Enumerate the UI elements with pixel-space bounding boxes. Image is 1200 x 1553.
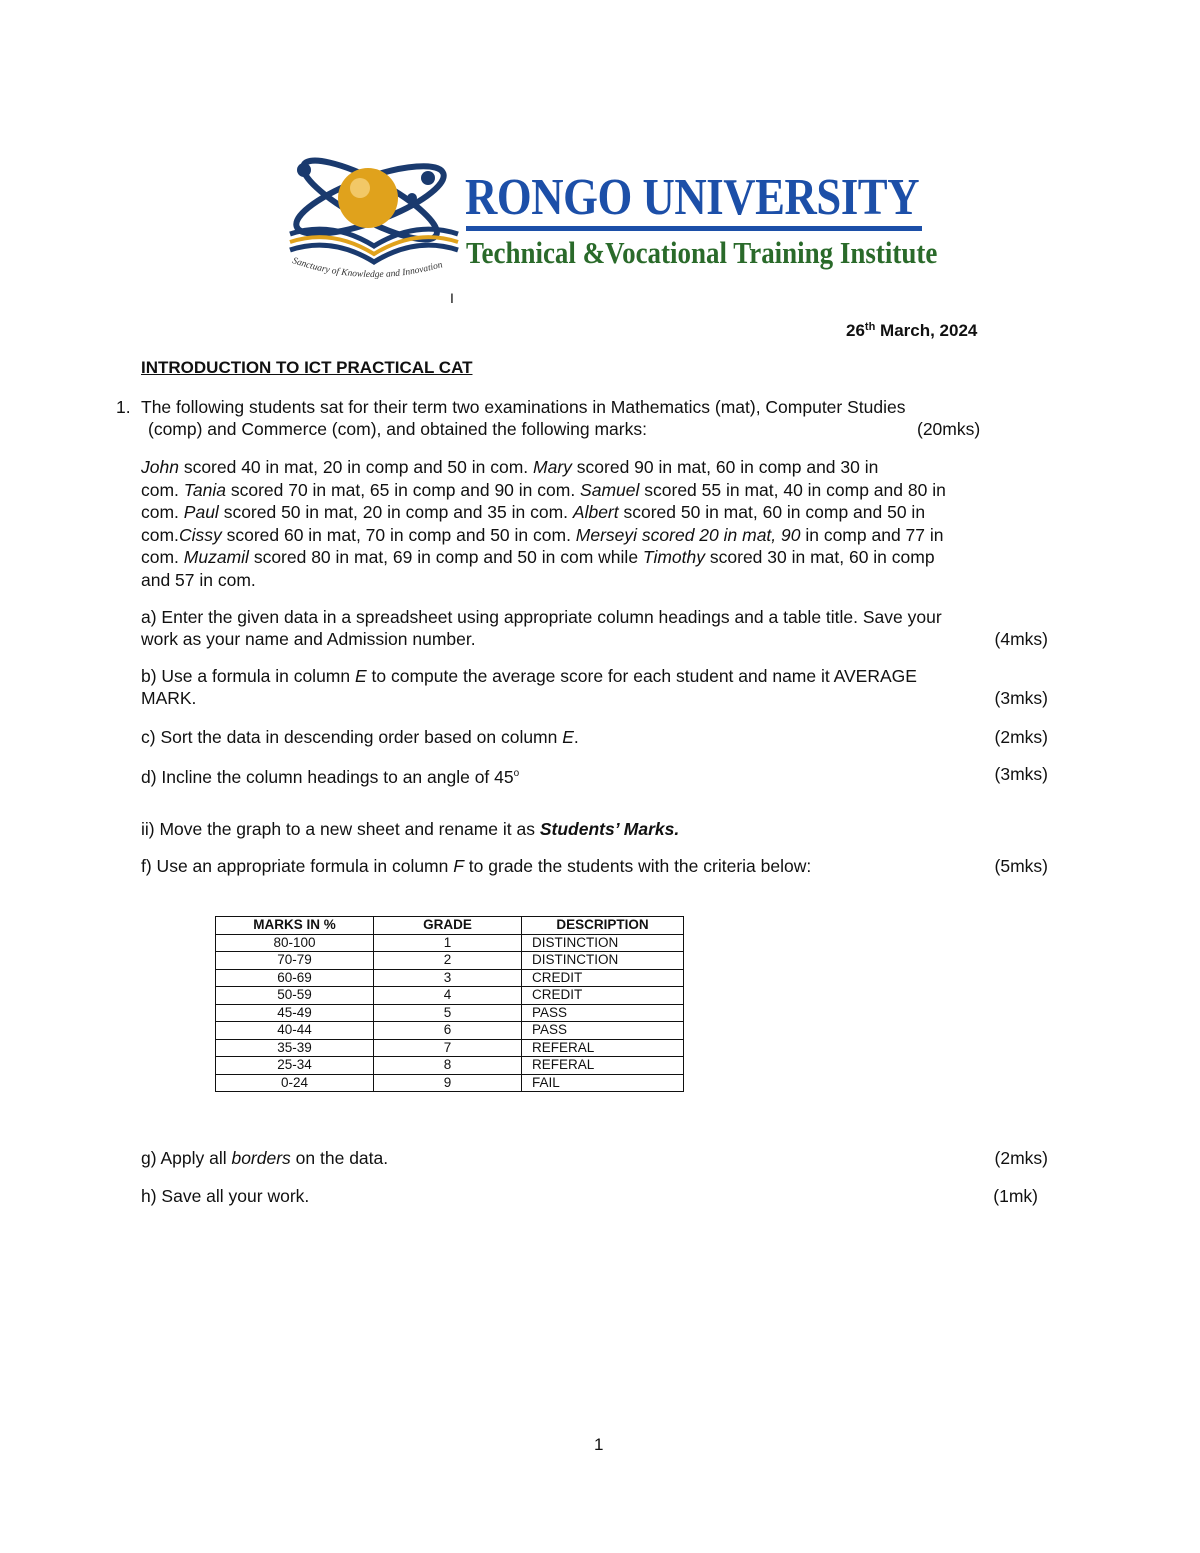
exam-date <box>846 321 977 341</box>
story-text: scored 50 in mat, 20 in comp and 35 in com. <box>218 502 573 523</box>
part-c-marks: (2mks) <box>994 727 1048 747</box>
column-letter: E <box>354 666 367 686</box>
column-header: GRADE <box>374 917 522 935</box>
story-text: scored 80 in mat, 69 in comp and 50 in com while <box>248 547 643 568</box>
part-a-marks: (4mks) <box>994 629 1048 649</box>
table-cell: CREDIT <box>522 987 684 1005</box>
question-intro-line-1: The following students sat for their term two examinations in Mathematics (mat), Computer Studies <box>141 397 906 417</box>
part-b-line-1 <box>141 665 917 688</box>
part-f-text: to grade the students with the criteria below: <box>463 856 812 876</box>
table-row <box>216 1074 684 1092</box>
story-text: and 57 in com. <box>141 569 256 590</box>
stray-mark: I <box>450 290 454 306</box>
table-cell: 45-49 <box>216 1004 374 1022</box>
student-name: Paul <box>183 502 219 523</box>
story-line <box>141 546 1061 569</box>
story-text: com. <box>141 524 179 545</box>
part-g-text: g) Apply all <box>141 1148 232 1168</box>
part-f-marks: (5mks) <box>994 856 1048 876</box>
story-line <box>141 456 1061 479</box>
grading-criteria-table <box>215 916 684 1092</box>
part-ii-line <box>141 818 679 841</box>
student-name: Samuel <box>580 479 640 500</box>
table-row <box>216 1057 684 1075</box>
university-logo-emblem <box>282 150 467 285</box>
table-header-row <box>216 917 684 935</box>
part-d-text: d) Incline the column headings to an angle of 45 <box>141 766 514 787</box>
table-cell: 6 <box>374 1022 522 1040</box>
table-cell: FAIL <box>522 1074 684 1092</box>
story-text: scored 40 in mat, 20 in comp and 50 in com. <box>178 457 534 477</box>
table-row <box>216 952 684 970</box>
column-letter: E <box>562 727 574 747</box>
part-b-marks: (3mks) <box>994 688 1048 708</box>
table-cell: PASS <box>522 1004 684 1022</box>
table-cell: 8 <box>374 1057 522 1075</box>
student-name: Tania <box>183 479 226 500</box>
table-cell: REFERAL <box>522 1057 684 1075</box>
story-text: com. <box>141 479 184 500</box>
part-f-line <box>141 855 811 878</box>
table-row <box>216 1039 684 1057</box>
column-header: MARKS IN % <box>216 917 374 935</box>
part-a-line-2: work as your name and Admission number. <box>141 629 476 649</box>
university-name: RONGO UNIVERSITY <box>465 169 920 226</box>
student-name: Merseyi scored 20 in mat, 90 <box>575 524 801 545</box>
part-h-marks: (1mk) <box>993 1186 1038 1206</box>
story-line <box>141 479 1061 502</box>
table-cell: DISTINCTION <box>522 952 684 970</box>
column-header: DESCRIPTION <box>522 917 684 935</box>
table-cell: 40-44 <box>216 1022 374 1040</box>
part-c-text: . <box>573 727 579 747</box>
student-name: Cissy <box>178 524 222 545</box>
story-text: scored 70 in mat, 65 in comp and 90 in com. <box>225 479 581 500</box>
university-motto: Sanctuary of Knowledge and Innovation <box>290 256 444 281</box>
question-intro-line-2: (comp) and Commerce (com), and obtained the following marks: <box>148 419 647 439</box>
story-text: scored 50 in mat, 60 in comp and 50 in <box>618 502 926 523</box>
story-line <box>141 501 1061 524</box>
column-letter: F <box>453 856 464 876</box>
table-cell: CREDIT <box>522 969 684 987</box>
student-scores-paragraph <box>141 456 1061 592</box>
student-name: Muzamil <box>183 547 249 568</box>
table-cell: 25-34 <box>216 1057 374 1075</box>
table-cell: 70-79 <box>216 952 374 970</box>
table-cell: 50-59 <box>216 987 374 1005</box>
table-cell: 5 <box>374 1004 522 1022</box>
question-number: 1. <box>116 397 131 417</box>
student-name: Albert <box>572 502 619 523</box>
part-c-line <box>141 726 579 749</box>
table-cell: 4 <box>374 987 522 1005</box>
table-cell: 1 <box>374 934 522 952</box>
degree-sign: o <box>513 768 520 779</box>
question-total-marks: (20mks) <box>917 419 981 439</box>
table-row <box>216 1004 684 1022</box>
story-text: scored 30 in mat, 60 in comp <box>705 547 935 568</box>
sheet-name: Students’ Marks. <box>539 819 680 839</box>
table-cell: 7 <box>374 1039 522 1057</box>
table-cell: 60-69 <box>216 969 374 987</box>
student-name: Mary <box>533 457 572 477</box>
student-name: John <box>141 457 179 477</box>
table-cell: 0-24 <box>216 1074 374 1092</box>
table-cell: DISTINCTION <box>522 934 684 952</box>
table-cell: REFERAL <box>522 1039 684 1057</box>
story-text: com. <box>141 547 184 568</box>
part-d-marks: (3mks) <box>994 764 1048 784</box>
table-cell: 35-39 <box>216 1039 374 1057</box>
story-text: scored 90 in mat, 60 in comp and 30 in <box>571 457 879 477</box>
date-day: 26 <box>846 321 865 340</box>
story-line <box>141 524 1061 547</box>
date-suffix: th <box>864 321 876 333</box>
part-b-text: b) Use a formula in column <box>141 666 355 686</box>
part-a-line-1: a) Enter the given data in a spreadsheet using appropriate column headings and a table title. Save your <box>141 607 942 627</box>
table-cell: 2 <box>374 952 522 970</box>
table-row <box>216 987 684 1005</box>
student-name: Timothy <box>642 547 706 568</box>
part-g-marks: (2mks) <box>994 1148 1048 1168</box>
story-text: com. <box>141 502 184 523</box>
part-g-text: on the data. <box>290 1148 389 1168</box>
page-number: 1 <box>594 1435 604 1454</box>
table-row <box>216 969 684 987</box>
university-name-underline <box>466 226 922 231</box>
table-cell: 80-100 <box>216 934 374 952</box>
institute-name: Technical &Vocational Training Institute <box>466 235 938 270</box>
part-h-line: h) Save all your work. <box>141 1186 310 1206</box>
story-text: scored 60 in mat, 70 in comp and 50 in com. <box>221 524 576 545</box>
date-rest: March, 2024 <box>875 321 978 340</box>
table-row <box>216 1022 684 1040</box>
story-text: in comp and 77 in <box>800 524 944 545</box>
part-b-line-2: MARK. <box>141 688 197 708</box>
table-cell: PASS <box>522 1022 684 1040</box>
part-c-text: c) Sort the data in descending order based on column <box>141 727 563 747</box>
part-g-line <box>141 1147 388 1170</box>
table-row <box>216 934 684 952</box>
part-ii-text: ii) Move the graph to a new sheet and rename it as <box>141 819 540 839</box>
part-f-text: f) Use an appropriate formula in column <box>141 856 454 876</box>
part-b-text: to compute the average score for each student and name it AVERAGE <box>366 666 917 686</box>
story-line <box>141 569 1061 592</box>
story-text: scored 55 in mat, 40 in comp and 80 in <box>639 479 946 500</box>
table-cell: 3 <box>374 969 522 987</box>
part-g-emphasis: borders <box>231 1148 291 1168</box>
page-title: INTRODUCTION TO ICT PRACTICAL CAT <box>141 358 473 377</box>
part-d-line <box>141 763 519 788</box>
table-cell: 9 <box>374 1074 522 1092</box>
